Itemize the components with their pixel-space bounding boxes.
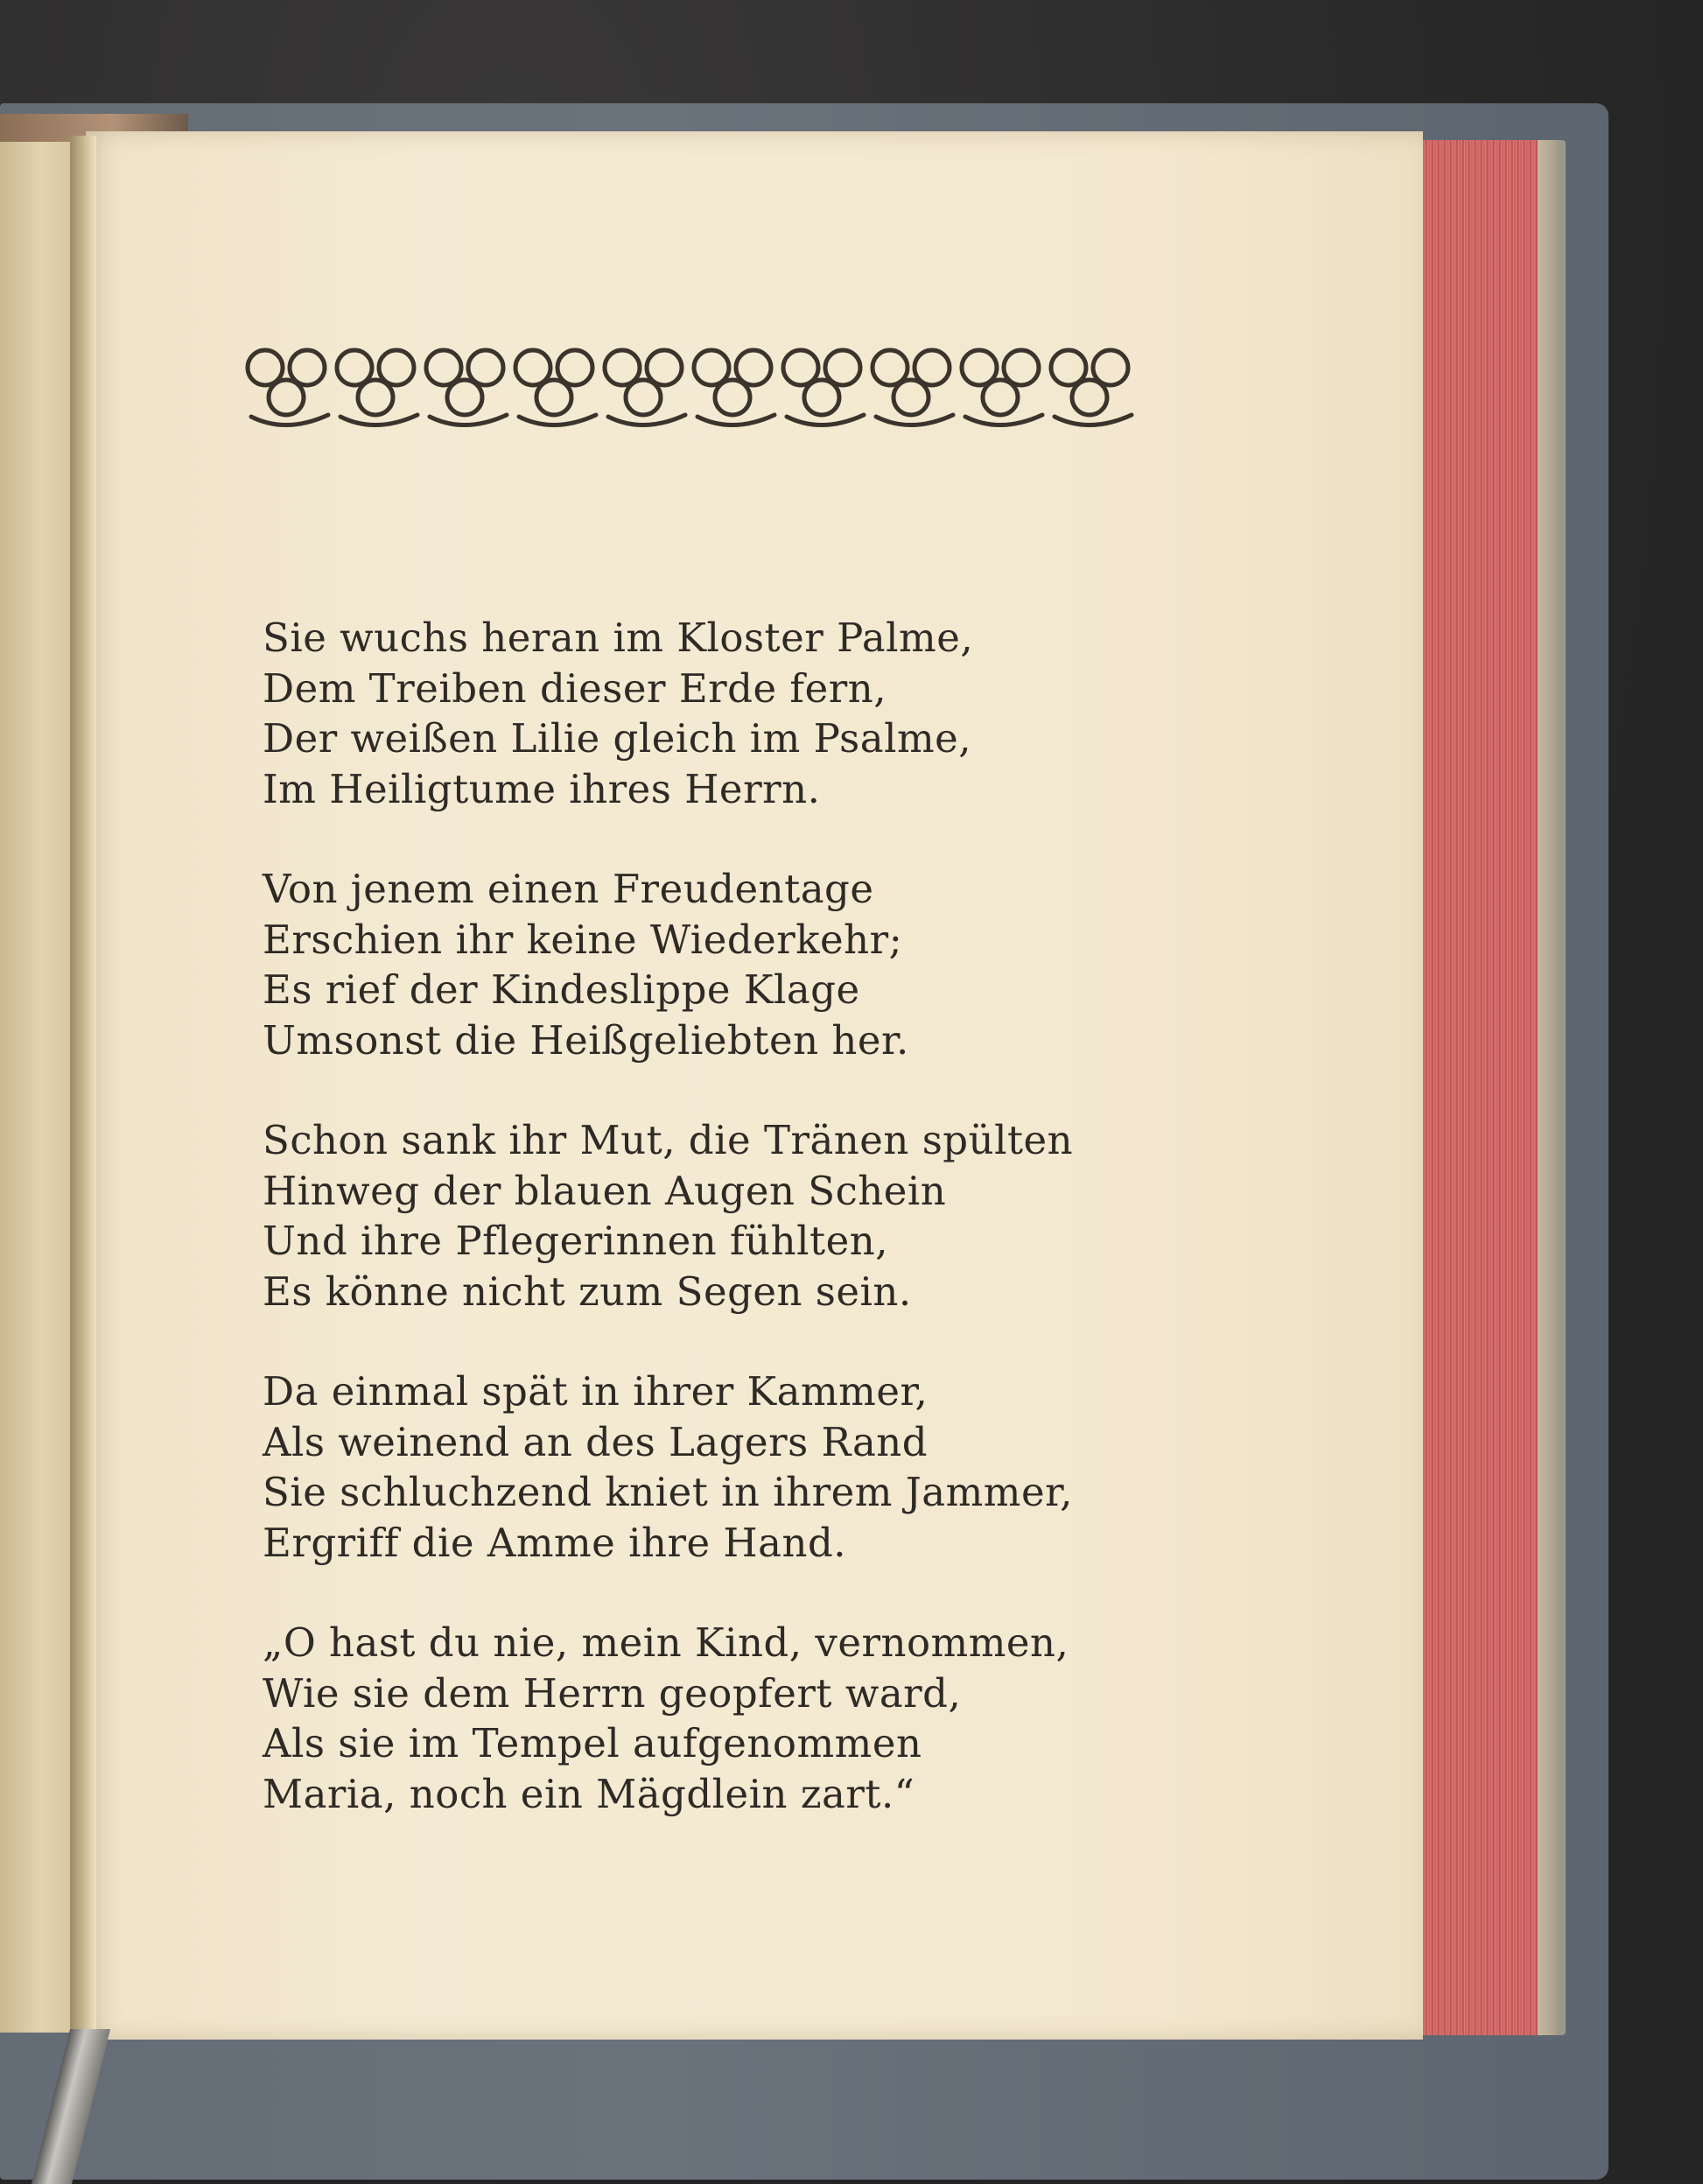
trefoil-unit [694, 350, 774, 425]
trefoil-leaf [269, 380, 304, 415]
poem-line: Und ihre Pflegerinnen fühlten, [263, 1218, 889, 1264]
trefoil-leaf [715, 380, 750, 415]
poem-line: Es rief der Kindeslippe Klage [263, 966, 860, 1013]
trefoil-unit [426, 350, 507, 425]
book-gutter [70, 136, 96, 2040]
trefoil-leaf [983, 380, 1018, 415]
poem-line: Im Heiligtume ihres Herrn. [263, 765, 821, 812]
poem-line: „O hast du nie, mein Kind, vernommen, [263, 1619, 1069, 1666]
trefoil-unit [248, 350, 328, 425]
poem-line: Von jenem einen Freudentage [263, 866, 874, 912]
page-edges [1404, 140, 1566, 2035]
stanza [263, 613, 1138, 814]
poem-line: Schon sank ihr Mut, die Tränen spülten [263, 1117, 1074, 1163]
poem-line: Ergriff die Amme ihre Hand. [263, 1519, 847, 1566]
poem-line: Umsonst die Heißgeliebten her. [263, 1016, 909, 1064]
trefoil-leaf [447, 380, 482, 415]
poem-line: Es könne nicht zum Segen sein. [263, 1268, 912, 1315]
trefoil-leaf [358, 380, 393, 415]
trefoil-unit [515, 350, 596, 425]
trefoil-leaf [626, 380, 661, 415]
poem-line: Sie schluchzend kniet in ihrem Jammer, [263, 1469, 1073, 1515]
trefoil-leaf [1072, 380, 1107, 415]
stanza [263, 1366, 1138, 1568]
trefoil-unit [962, 350, 1042, 425]
poem-line: Erschien ihr keine Wiederkehr; [263, 916, 903, 963]
poem-line: Maria, noch ein Mägdlein zart.“ [263, 1770, 915, 1817]
poem-line: Als weinend an des Lagers Rand [263, 1418, 929, 1465]
left-page [0, 142, 75, 2033]
poem-line: Als sie im Tempel aufgenommen [263, 1720, 922, 1766]
poem-line: Der weißen Lilie gleich im Psalme, [263, 715, 972, 762]
poem-line: Dem Treiben dieser Erde fern, [263, 664, 887, 712]
stanza [263, 1115, 1138, 1317]
poem-line: Wie sie dem Herrn geopfert ward, [263, 1669, 962, 1717]
trefoil-leaf [804, 380, 839, 415]
stanza [263, 1618, 1138, 1819]
trefoil-leaf [536, 380, 571, 415]
trefoil-border-icon [242, 331, 1134, 436]
trefoil-unit [783, 350, 864, 425]
trefoil-unit [873, 350, 953, 425]
trefoil-unit [337, 350, 417, 425]
trefoil-leaf [894, 380, 929, 415]
poem-line: Sie wuchs heran im Kloster Palme, [263, 614, 974, 661]
poem-line: Da einmal spät in ihrer Kammer, [263, 1368, 929, 1415]
poem-text [263, 613, 1138, 1869]
trefoil-unit [1051, 350, 1132, 425]
stanza [263, 864, 1138, 1065]
poem-line: Hinweg der blauen Augen Schein [263, 1167, 947, 1214]
trefoil-unit [605, 350, 685, 425]
